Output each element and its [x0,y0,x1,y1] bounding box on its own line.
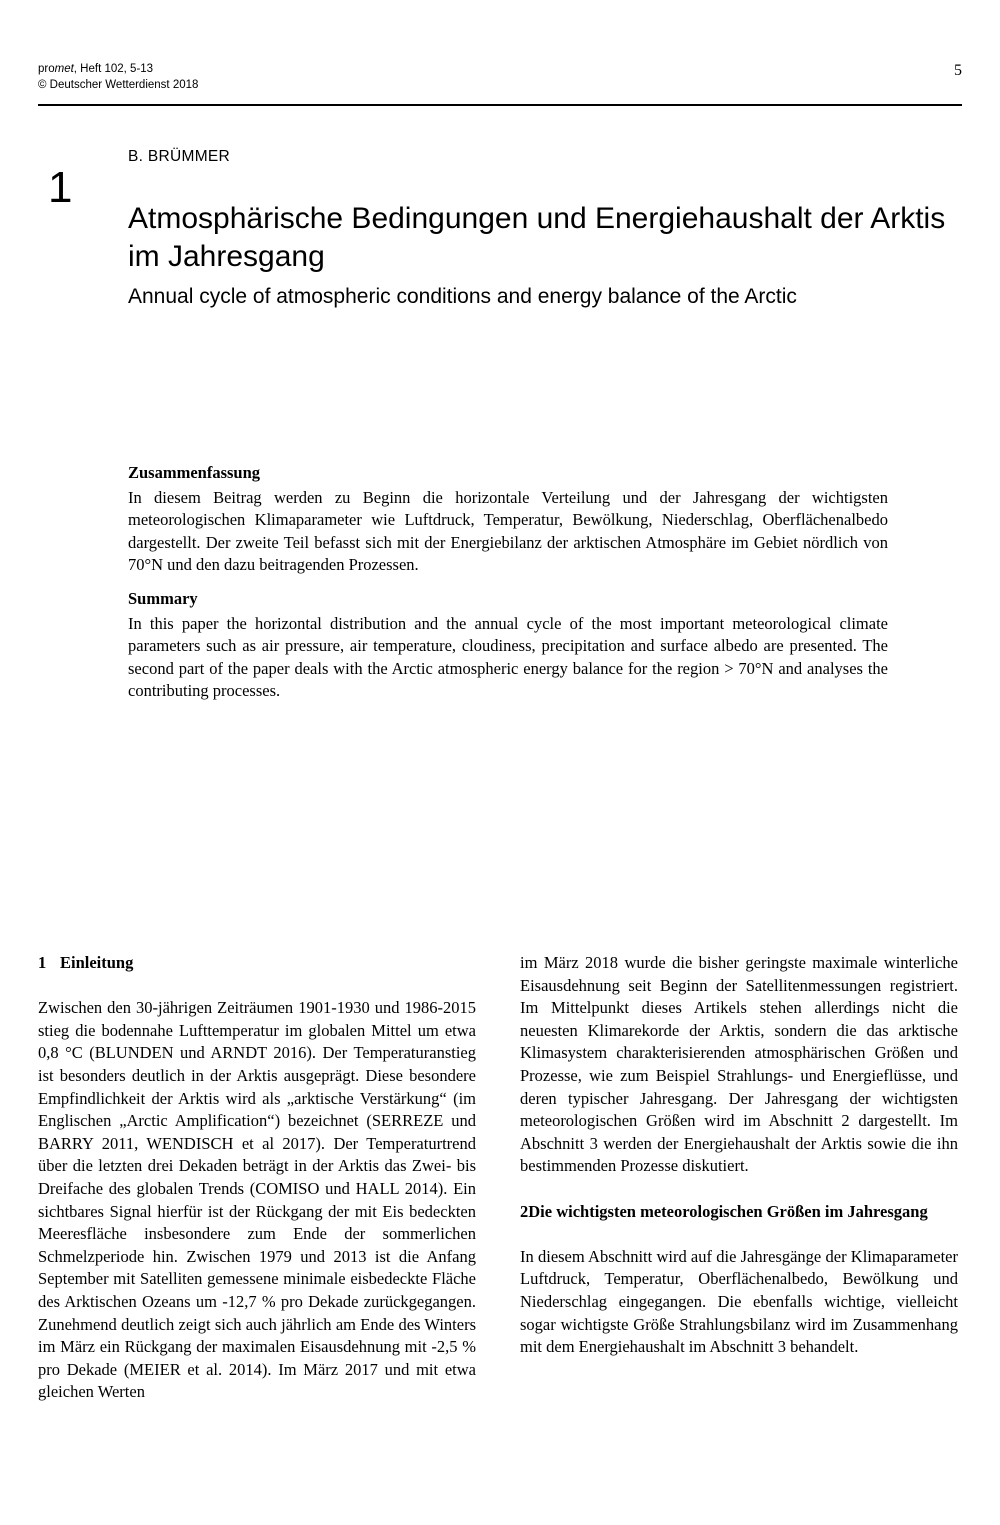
author-name: B. BRÜMMER [128,148,231,165]
section-2-heading [520,1201,958,1224]
journal-issue: , Heft 102, 5-13 [73,63,154,75]
abstract-english [128,588,888,703]
abstract-german [128,462,888,577]
section-1-heading [38,952,476,975]
page-subtitle: Annual cycle of atmospheric conditions and energy balance of the Arctic [128,285,797,309]
abstract-german-text: In diesem Beitrag werden zu Beginn die horizontale Verteilung und der Jahresgang der wichtigsten meteorologischen Klimaparameter wie Luftdruck, Temperatur, Bewölkung, Niederschlag, Oberflächenalbedo dargestellt. Der zweite Teil befasst sich mit der Energiebilanz der arktischen Atmosphäre im Gebiet nördlich von 70°N und den dazu beitragenden Prozessen. [128,487,888,574]
section-1-paragraph: Zwischen den 30-jährigen Zeiträumen 1901-1930 und 1986-2015 stieg die bodennahe Lufttemperatur im globalen Mittel um etwa 0,8 °C (BLUNDEN und ARNDT 2016). Der Temperaturanstieg ist besonders deutlich in der Arktis ausgeprägt. Diese besondere Empfindlichkeit der Arktis wird als „arktische Verstärkung“ (im Englischen „Arctic Amplification“) bezeichnet (SERREZE und BARRY 2011, WENDISCH et al 2017). Der Temperaturtrend über die letzten drei Dekaden beträgt in der Arktis das Zwei- bis Dreifache des globalen Trends (COMISO und HALL 2014). Ein sichtbares Signal hierfür ist der Rückgang der mit Eis bedeckten Meeresfläche insbesondere zum Ende der sommerlichen Schmelzperiode hin. Zwischen 1979 und 2013 ist die Anfang September mit Satelliten gemessene minimale eisbedeckte Fläche des Arktischen Ozeans um -12,7 % pro Dekade zurückgegangen. Zunehmend deutlich zeigt sich auch jährlich am Ende des Winters im März ein Rückgang der maximalen Eisausdehnung mit -2,5 % pro Dekade (MEIER et al. 2014). Im März 2017 und mit etwa gleichen Werten [38,998,476,1402]
section-2-title: Die wichtigsten meteorologischen Größen im Jahresgang [528,1201,928,1221]
page-number: 5 [954,62,962,79]
section-2-paragraph: In diesem Abschnitt wird auf die Jahresgänge der Klimaparameter Luftdruck, Temperatur, Oberflächenalbedo, Bewölkung und Niederschlag eingegangen. Die ebenfalls wichtige, vielleicht sogar wichtigste Größe Strahlungsbilanz wird im Zusammenhang mit dem Energiehaushalt im Abschnitt 3 behandelt. [520,1246,958,1357]
header-divider [38,104,962,106]
abstract-german-heading: Zusammenfassung [128,463,261,482]
abstract-english-heading: Summary [128,589,198,608]
page-title: Atmosphärische Bedingungen und Energiehaushalt der Arktis im Jahresgang [128,202,946,274]
body-column-right [520,952,958,1359]
chapter-number: 1 [48,163,73,212]
journal-prefix: pro [38,63,55,75]
copyright-line: © Deutscher Wetterdienst 2018 [38,78,199,91]
journal-name-italic: met [54,63,74,75]
body-column-left [38,952,476,1404]
section-1-title: Einleitung [60,953,134,972]
abstract-english-text: In this paper the horizontal distribution and the annual cycle of the most important meteorological climate parameters such as air pressure, air temperature, cloudiness, precipitation and surface albedo are presented. The second part of the paper deals with the Arctic atmospheric energy balance for the region > 70°N and analyses the contributing processes. [128,613,888,700]
section-1-continuation: im März 2018 wurde die bisher geringste maximale winterliche Eisausdehnung seit Beginn der Satellitenmessungen registriert. Im Mittelpunkt dieses Artikels stehen allerdings nicht die neuesten Klimarekorde der Arktis, sondern die das arktische Klimasystem charakterisierenden atmosphärischen Größen und Prozesse, wie zum Beispiel Strahlungs- und Energieflüsse, und deren typischer Jahresgang. Der Jahresgang der wichtigsten meteorologischen Größen wird im Abschnitt 2 dargestellt. Im Abschnitt 3 werden der Energiehaushalt der Arktis sowie die ihn bestimmenden Prozesse diskutiert. [520,953,958,1176]
running-head [38,62,962,93]
section-2-number: 2 [520,1201,529,1221]
journal-line [38,62,198,78]
journal-citation [38,62,198,93]
section-1-number: 1 [38,953,47,972]
